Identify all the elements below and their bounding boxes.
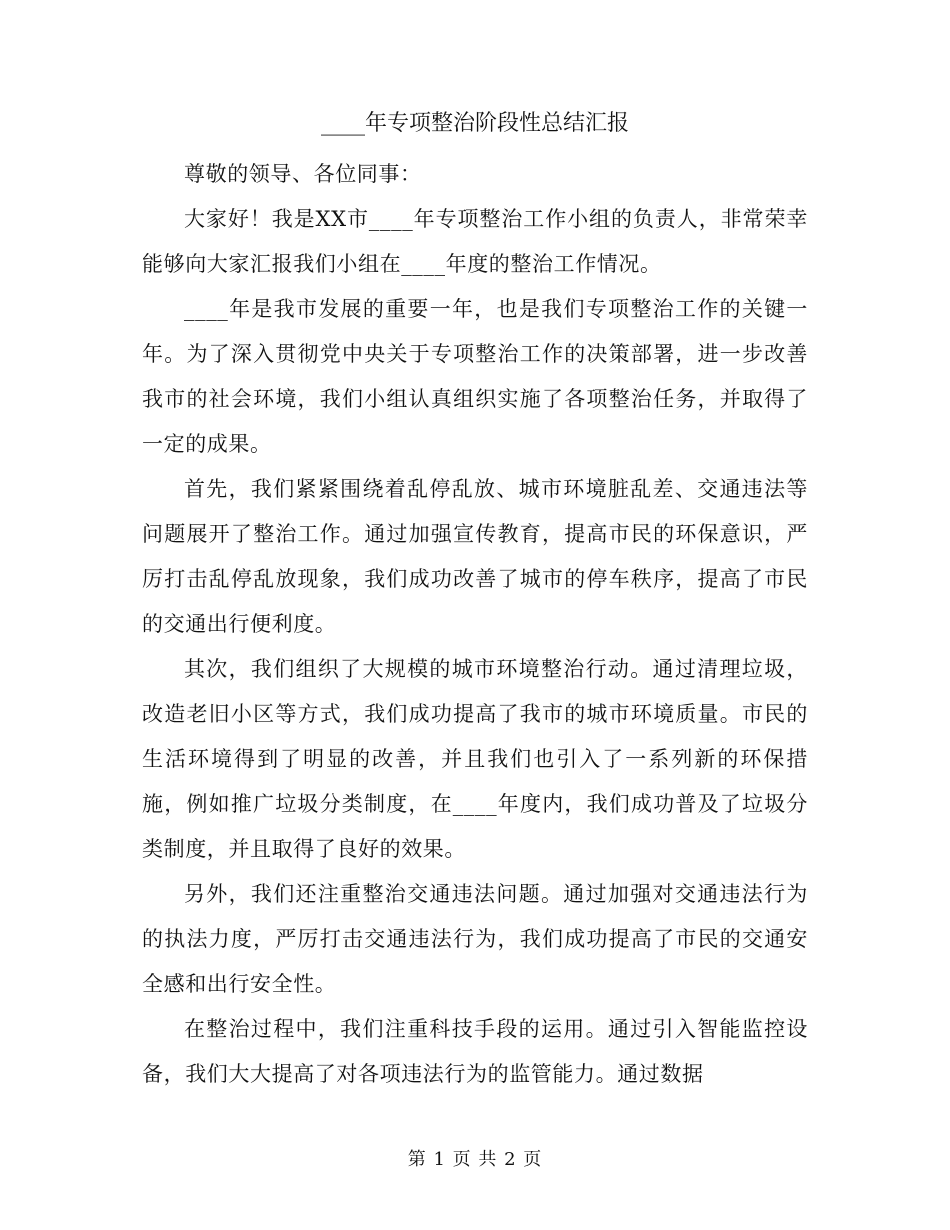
- paragraph-greeting: 大家好！我是XX市____年专项整治工作小组的负责人，非常荣幸能够向大家汇报我们小组在____年度的整治工作情况。: [142, 207, 808, 276]
- paragraph-technology: 在整治过程中，我们注重科技手段的运用。通过引入智能监控设备，我们大大提高了对各项违法行为的监管能力。通过数据: [142, 1017, 808, 1086]
- paragraph-first-measure: 首先，我们紧紧围绕着乱停乱放、城市环境脏乱差、交通违法等问题展开了整治工作。通过加强宣传教育，提高市民的环保意识，严厉打击乱停乱放现象，我们成功改善了城市的停车秩序，提高了市民的交通出行便利度。: [142, 477, 808, 636]
- paragraph-traffic-measure: 另外，我们还注重整治交通违法问题。通过加强对交通违法行为的执法力度，严厉打击交通违法行为，我们成功提高了市民的交通安全感和出行安全性。: [142, 882, 808, 996]
- document-title: ____年专项整治阶段性总结汇报: [320, 111, 629, 136]
- paragraph-second-measure: 其次，我们组织了大规模的城市环境整治行动。通过清理垃圾，改造老旧小区等方式，我们成功提高了我市的城市环境质量。市民的生活环境得到了明显的改善，并且我们也引入了一系列新的环保措施，例如推广垃圾分类制度，在____年度内，我们成功普及了垃圾分类制度，并且取得了良好的效果。: [142, 657, 808, 861]
- document-body: [142, 152, 808, 1097]
- page-number-footer: 第 1 页 共 2 页: [407, 1149, 543, 1170]
- paragraph-background: ____年是我市发展的重要一年，也是我们专项整治工作的关键一年。为了深入贯彻党中央关于专项整治工作的决策部署，进一步改善我市的社会环境，我们小组认真组织实施了各项整治任务，并取得了一定的成果。: [142, 297, 808, 456]
- paragraph-salutation: 尊敬的领导、各位同事：: [184, 162, 422, 186]
